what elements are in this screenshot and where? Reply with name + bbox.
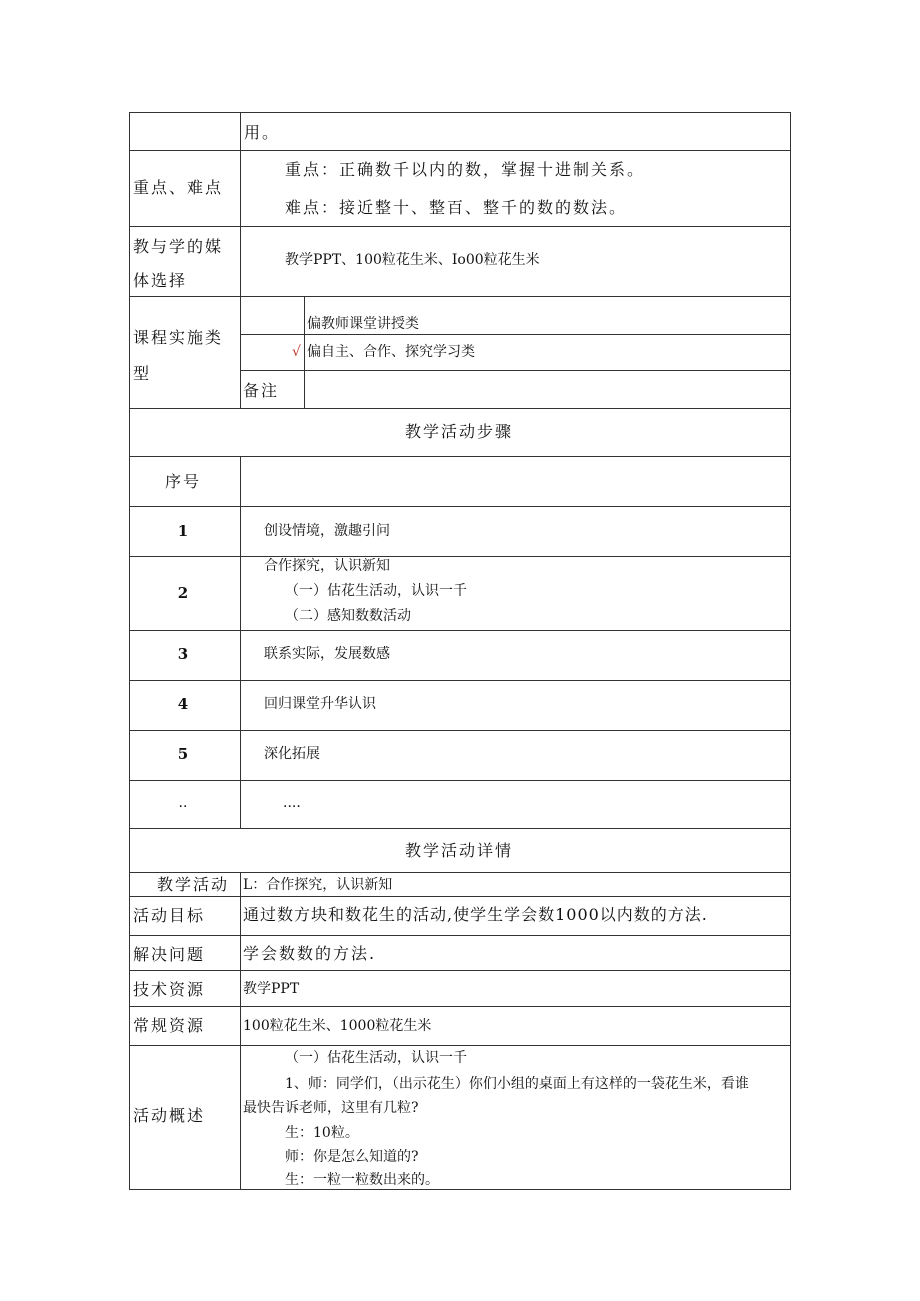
row-line xyxy=(129,112,791,113)
row-line xyxy=(129,896,791,897)
media-label-line1: 教与学的媒 xyxy=(133,237,224,256)
problem-value: 学会数数的方法. xyxy=(243,944,377,963)
step-text: 创设情境，激趣引问 xyxy=(264,523,390,539)
row-line xyxy=(240,334,791,335)
row-line xyxy=(129,1189,791,1190)
overview-line: 最快告诉老师，这里有几粒? xyxy=(243,1100,419,1116)
col-line xyxy=(129,112,130,1190)
row-line xyxy=(129,872,791,873)
row-line xyxy=(129,506,791,507)
overview-label: 活动概述 xyxy=(133,1106,206,1125)
row-line xyxy=(129,556,791,557)
row-line xyxy=(129,226,791,227)
goal-label: 活动目标 xyxy=(133,906,206,925)
check-mark-icon: √ xyxy=(292,344,301,360)
activity-value: L：合作探究，认识新知 xyxy=(243,877,393,893)
tech-resource-value: 教学PPT xyxy=(243,981,300,997)
steps-section-title: 教学活动步骤 xyxy=(405,422,514,441)
col-line xyxy=(240,456,241,828)
row-line xyxy=(129,730,791,731)
overview-line: 1、师：同学们，（出示花生）你们小组的桌面上有这样的一袋花生米，看谁 xyxy=(285,1076,749,1092)
details-section-title: 教学活动详情 xyxy=(405,841,514,860)
row-line xyxy=(129,456,791,457)
key-points-label: 重点、难点 xyxy=(133,178,224,197)
step-text: .... xyxy=(283,795,301,811)
row-line xyxy=(129,1045,791,1046)
regular-resource-value: 100粒花生米、1000粒花生米 xyxy=(243,1018,432,1034)
row-line xyxy=(240,370,791,371)
continuation-text: 用。 xyxy=(244,123,281,142)
steps-index-header: 序号 xyxy=(165,472,202,491)
option-teacher-lecture: 偏教师课堂讲授类 xyxy=(307,316,419,332)
step-text: 联系实际，发展数感 xyxy=(264,646,390,662)
problem-label: 解决问题 xyxy=(133,945,206,964)
row-line xyxy=(129,828,791,829)
overview-line: 生：10粒。 xyxy=(285,1125,359,1141)
row-line xyxy=(129,970,791,971)
regular-resource-label: 常规资源 xyxy=(133,1016,206,1035)
step-text: 合作探究，认识新知 xyxy=(264,558,390,574)
row-line xyxy=(129,296,791,297)
step-number: 3 xyxy=(177,645,189,663)
row-line xyxy=(129,680,791,681)
step-subtext: （一）估花生活动，认识一千 xyxy=(285,583,467,599)
row-line xyxy=(129,935,791,936)
goal-value: 通过数方块和数花生的活动,使学生学会数1000以内数的方法. xyxy=(243,905,708,924)
media-label-line2: 体选择 xyxy=(133,271,188,290)
col-line xyxy=(304,296,305,408)
option-self-cooperative: 偏自主、合作、探究学习类 xyxy=(307,344,475,360)
row-line xyxy=(129,630,791,631)
step-number: 2 xyxy=(177,584,189,602)
course-type-label-line1: 课程实施类 xyxy=(133,328,224,347)
step-text: 深化拓展 xyxy=(264,746,320,762)
row-line xyxy=(129,780,791,781)
overview-line: 生：一粒一粒数出来的。 xyxy=(285,1172,439,1188)
col-line xyxy=(240,872,241,1189)
activity-label: 教学活动 xyxy=(157,875,230,894)
step-number: 4 xyxy=(177,695,189,713)
row-line xyxy=(129,1006,791,1007)
row-line xyxy=(129,408,791,409)
row-line xyxy=(129,150,791,151)
focus-text: 重点：正确数千以内的数，掌握十进制关系。 xyxy=(285,160,646,179)
step-subtext: （二）感知数数活动 xyxy=(285,608,411,624)
step-text: 回归课堂升华认识 xyxy=(264,696,376,712)
step-number: 5 xyxy=(177,745,189,763)
step-number: 1 xyxy=(177,522,189,540)
remark-label: 备注 xyxy=(243,381,280,400)
col-line xyxy=(790,112,791,1190)
overview-line: 师：你是怎么知道的? xyxy=(285,1149,419,1165)
col-line xyxy=(240,112,241,408)
step-number: .. xyxy=(178,795,188,811)
media-value: 教学PPT、100粒花生米、Io00粒花生米 xyxy=(285,252,540,268)
tech-resource-label: 技术资源 xyxy=(133,980,206,999)
overview-line: （一）估花生活动，认识一千 xyxy=(285,1050,467,1066)
course-type-label-line2: 型 xyxy=(133,364,152,383)
difficulty-text: 难点：接近整十、整百、整千的数的数法。 xyxy=(285,198,628,217)
